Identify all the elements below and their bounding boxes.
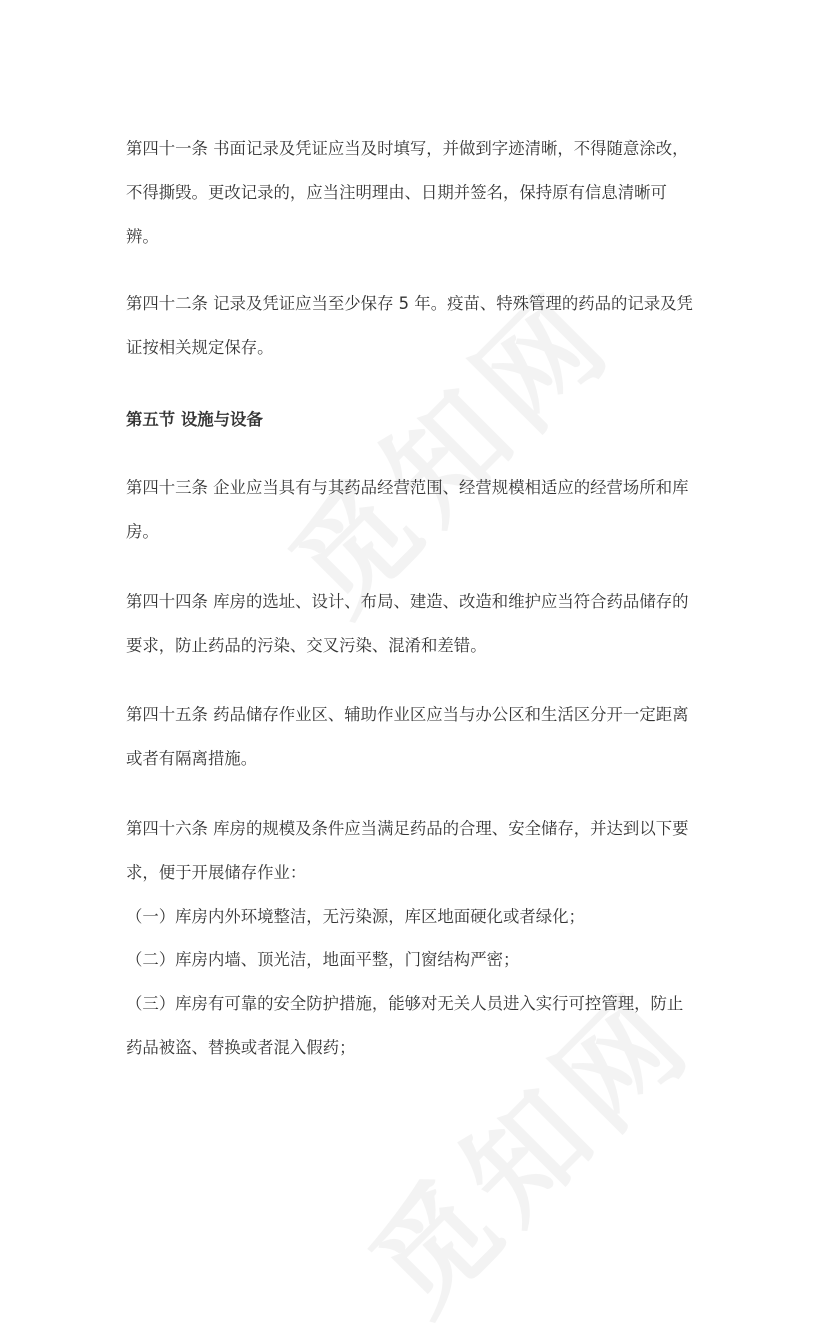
article-46-item-3-line-2: 药品被盗、替换或者混入假药；: [126, 1038, 356, 1057]
article-45-line-2: 或者有隔离措施。: [126, 749, 258, 768]
article-41-line-1: 第四十一条 书面记录及凭证应当及时填写，并做到字迹清晰，不得随意涂改，: [126, 139, 689, 158]
section-5-heading: 第五节 设施与设备: [126, 410, 263, 429]
article-41-line-3: 辨。: [126, 227, 159, 246]
article-45-line-1: 第四十五条 药品储存作业区、辅助作业区应当与办公区和生活区分开一定距离: [126, 705, 689, 724]
article-43-line-1: 第四十三条 企业应当具有与其药品经营范围、经营规模相适应的经营场所和库: [126, 478, 689, 497]
article-46-line-1: 第四十六条 库房的规模及条件应当满足药品的合理、安全储存，并达到以下要: [126, 819, 689, 838]
article-41-line-2: 不得撕毁。更改记录的，应当注明理由、日期并签名，保持原有信息清晰可: [126, 183, 667, 202]
article-46-line-2: 求，便于开展储存作业：: [126, 863, 307, 882]
article-46-item-1: （一）库房内外环境整洁，无污染源，库区地面硬化或者绿化；: [126, 907, 585, 926]
article-44-line-2: 要求，防止药品的污染、交叉污染、混淆和差错。: [126, 636, 487, 655]
article-42-line-1: 第四十二条 记录及凭证应当至少保存 5 年。疫苗、特殊管理的药品的记录及凭: [126, 294, 693, 313]
article-46-item-3-line-1: （三）库房有可靠的安全防护措施，能够对无关人员进入实行可控管理，防止: [126, 994, 684, 1013]
article-46-item-2: （二）库房内墙、顶光洁，地面平整，门窗结构严密；: [126, 950, 520, 969]
article-42-line-2: 证按相关规定保存。: [126, 338, 274, 357]
article-43-line-2: 房。: [126, 522, 159, 541]
article-44-line-1: 第四十四条 库房的选址、设计、布局、建造、改造和维护应当符合药品储存的: [126, 592, 689, 611]
